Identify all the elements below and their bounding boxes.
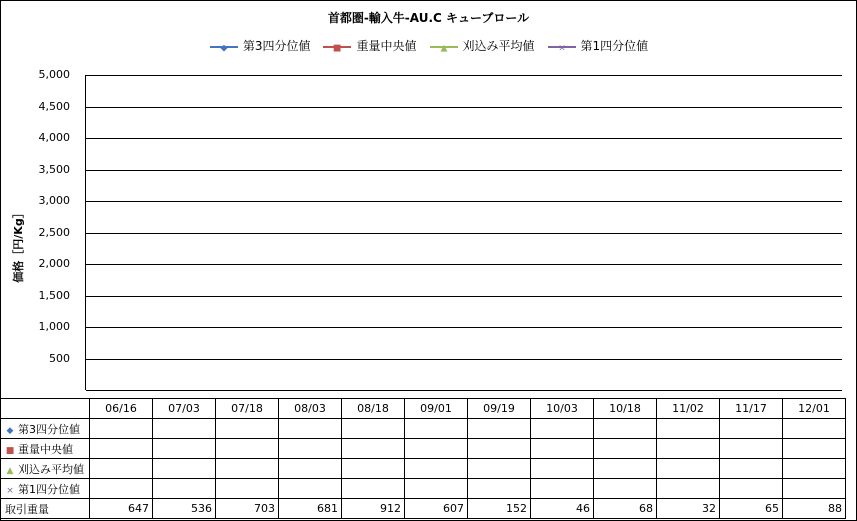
- table-cell: [216, 459, 279, 479]
- x-tick-label: 08/18: [342, 399, 405, 419]
- table-cell: [720, 439, 783, 459]
- y-tick-label: 2,000: [38, 257, 70, 270]
- volume-cell: 88: [783, 499, 846, 519]
- x-tick-label: 11/17: [720, 399, 783, 419]
- svg-text:◆: ◆: [220, 43, 228, 53]
- legend-label: 重量中央値: [356, 39, 417, 53]
- table-row: [1, 479, 846, 499]
- row-label-text: 第1四分位値: [18, 482, 80, 496]
- y-tick-label: 500: [49, 352, 70, 365]
- table-cell: [405, 459, 468, 479]
- row-label: [1, 459, 90, 479]
- svg-text:■: ■: [333, 43, 342, 53]
- x-tick-label: 06/16: [90, 399, 153, 419]
- table-cell: [405, 419, 468, 439]
- volume-cell: 607: [405, 499, 468, 519]
- table-cell: [90, 439, 153, 459]
- table-cell: [531, 439, 594, 459]
- table-cell: [216, 479, 279, 499]
- svg-text:▲: ▲: [440, 43, 447, 53]
- svg-text:×: ×: [557, 43, 566, 53]
- y-tick-label: 2,500: [38, 226, 70, 239]
- table-cell: [342, 479, 405, 499]
- row-label-text: 刈込み平均値: [18, 462, 84, 476]
- table-cell: [405, 479, 468, 499]
- y-tick-label: 1,000: [38, 320, 70, 333]
- volume-cell: 681: [279, 499, 342, 519]
- table-header-row: [1, 399, 846, 419]
- table-cell: [279, 459, 342, 479]
- volume-cell: 703: [216, 499, 279, 519]
- table-cell: [342, 419, 405, 439]
- table-cell: [720, 459, 783, 479]
- x-tick-label: 09/01: [405, 399, 468, 419]
- series-marker-icon: ■: [5, 445, 15, 456]
- table-cell: [531, 479, 594, 499]
- table-cell: [279, 419, 342, 439]
- table-cell: [783, 459, 846, 479]
- volume-cell: 912: [342, 499, 405, 519]
- table-cell: [531, 459, 594, 479]
- row-label: [1, 479, 90, 499]
- table-cell: [216, 419, 279, 439]
- table-row: [1, 419, 846, 439]
- table-cell: [468, 459, 531, 479]
- volume-cell: 65: [720, 499, 783, 519]
- table-cell: [153, 419, 216, 439]
- table-cell: [720, 479, 783, 499]
- table-corner-cell: [1, 399, 90, 419]
- table-cell: [153, 479, 216, 499]
- table-cell: [720, 419, 783, 439]
- table-cell: [594, 479, 657, 499]
- data-table: [0, 398, 846, 519]
- table-cell: [468, 439, 531, 459]
- table-cell: [90, 479, 153, 499]
- table-cell: [657, 479, 720, 499]
- row-label-text: 重量中央値: [18, 442, 73, 456]
- x-tick-label: 09/19: [468, 399, 531, 419]
- table-cell: [657, 439, 720, 459]
- table-cell: [342, 439, 405, 459]
- row-label-text: 第3四分位値: [18, 422, 80, 436]
- y-tick-label: 1,500: [38, 289, 70, 302]
- table-cell: [216, 439, 279, 459]
- table-cell: [468, 419, 531, 439]
- table-cell: [153, 459, 216, 479]
- legend-label: 第3四分位値: [242, 39, 311, 53]
- table-cell: [783, 479, 846, 499]
- volume-cell: 647: [90, 499, 153, 519]
- table-cell: [405, 439, 468, 459]
- volume-cell: 46: [531, 499, 594, 519]
- row-label: 取引重量: [1, 499, 90, 519]
- x-tick-label: 11/02: [657, 399, 720, 419]
- table-cell: [594, 459, 657, 479]
- x-tick-label: 12/01: [783, 399, 846, 419]
- x-tick-label: 07/18: [216, 399, 279, 419]
- table-row-volume: [1, 499, 846, 519]
- x-tick-label: 10/18: [594, 399, 657, 419]
- y-tick-label: 4,000: [38, 131, 70, 144]
- legend-label: 刈込み平均値: [462, 39, 535, 53]
- table-cell: [783, 439, 846, 459]
- table-cell: [90, 419, 153, 439]
- x-tick-label: 08/03: [279, 399, 342, 419]
- volume-cell: 536: [153, 499, 216, 519]
- series-marker-icon: ▲: [6, 465, 14, 476]
- y-axis-label: 価格［円/Kg］: [12, 207, 25, 283]
- y-tick-label: 4,500: [38, 100, 70, 113]
- table-cell: [153, 439, 216, 459]
- table-cell: [90, 459, 153, 479]
- series-marker-icon: ×: [6, 485, 14, 496]
- y-tick-label: 3,500: [38, 163, 70, 176]
- table-cell: [342, 459, 405, 479]
- series-marker-icon: ◆: [6, 425, 14, 436]
- x-tick-label: 10/03: [531, 399, 594, 419]
- y-tick-label: 5,000: [38, 68, 70, 81]
- x-tick-label: 07/03: [153, 399, 216, 419]
- table-cell: [468, 479, 531, 499]
- y-tick-label: 3,000: [38, 194, 70, 207]
- row-label: [1, 439, 90, 459]
- table-cell: [657, 419, 720, 439]
- volume-cell: 68: [594, 499, 657, 519]
- table-cell: [531, 419, 594, 439]
- table-cell: [783, 419, 846, 439]
- table-cell: [594, 419, 657, 439]
- table-row: [1, 439, 846, 459]
- table-row: [1, 459, 846, 479]
- table-cell: [594, 439, 657, 459]
- table-cell: [279, 479, 342, 499]
- table-cell: [279, 439, 342, 459]
- legend-label: 第1四分位値: [580, 39, 649, 53]
- volume-cell: 152: [468, 499, 531, 519]
- table-cell: [657, 459, 720, 479]
- chart-title: 首都圏-輸入牛-AU.C キューブロール: [327, 11, 530, 25]
- row-label: [1, 419, 90, 439]
- volume-cell: 32: [657, 499, 720, 519]
